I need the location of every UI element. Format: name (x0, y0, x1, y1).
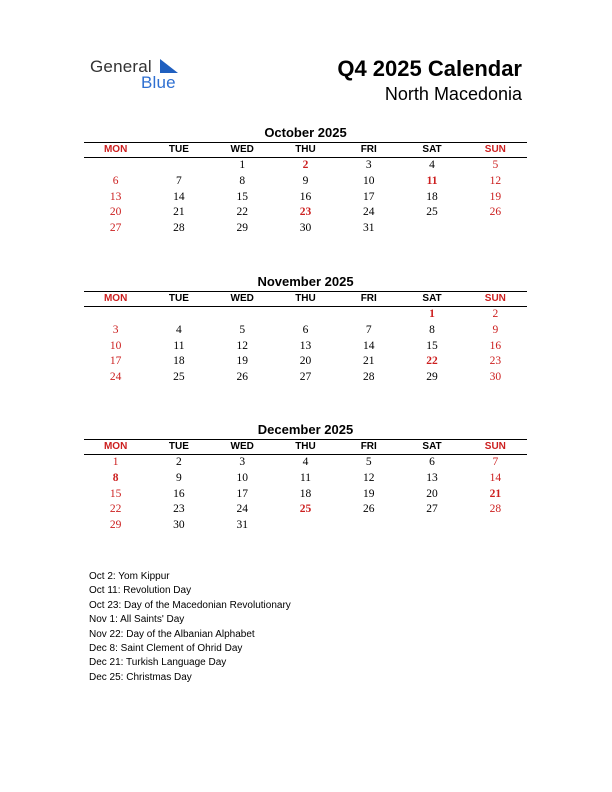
weekday-header: FRI (337, 440, 400, 455)
weekday-header: TUE (147, 143, 210, 158)
day-cell: 29 (426, 371, 438, 384)
weekday-header: FRI (337, 143, 400, 158)
day-cell: 21 (173, 206, 185, 219)
day-cell: 9 (176, 471, 182, 484)
weekday-header: THU (274, 440, 337, 455)
day-cell: 14 (489, 471, 502, 484)
day-cell: 4 (429, 159, 435, 171)
day-cell: 8 (112, 471, 119, 484)
day-cell: 1 (239, 159, 246, 171)
weekday-header-row (84, 292, 527, 307)
week-row (84, 174, 527, 190)
weekday-header: MON (84, 292, 147, 307)
holiday-note: Oct 2: Yom Kippur (89, 571, 170, 582)
day-cell: 3 (365, 159, 372, 171)
week-row (84, 354, 527, 370)
day-cell: 30 (173, 519, 185, 532)
day-cell: 25 (426, 206, 438, 219)
day-cell: 22 (236, 206, 248, 219)
holiday-notes (89, 570, 291, 685)
day-cell: 30 (489, 371, 502, 384)
day-cell: 19 (363, 487, 375, 500)
day-cell: 17 (236, 487, 248, 500)
day-cell: 26 (236, 371, 248, 384)
day-cell: 4 (176, 323, 182, 336)
holiday-note: Nov 1: All Saints' Day (89, 614, 185, 626)
day-cell: 15 (236, 190, 248, 203)
week-row (84, 205, 527, 221)
day-cell: 17 (363, 190, 375, 203)
day-cell: 13 (299, 339, 312, 352)
month-october (84, 124, 527, 237)
day-cell: 25 (173, 371, 185, 384)
day-cell: 18 (426, 190, 438, 203)
day-cell: 13 (109, 190, 122, 203)
day-cell (147, 307, 210, 323)
weekday-header: THU (274, 292, 337, 307)
day-cell: 2 (492, 308, 499, 320)
day-cell (84, 158, 147, 174)
day-cell: 28 (173, 222, 185, 235)
day-cell: 16 (173, 487, 185, 500)
month-november (84, 273, 527, 386)
day-cell: 25 (299, 503, 312, 516)
weekday-header: WED (211, 440, 274, 455)
day-cell (464, 221, 527, 237)
logo-general-text: General (90, 57, 152, 76)
day-cell: 29 (236, 222, 248, 235)
weekday-header: SUN (464, 440, 527, 455)
day-cell: 24 (236, 503, 248, 516)
holiday-note: Dec 21: Turkish Language Day (89, 657, 227, 669)
day-cell (211, 307, 274, 323)
week-row (84, 307, 527, 323)
day-cell: 3 (112, 323, 119, 336)
month-title: November 2025 (257, 274, 354, 289)
week-row (84, 339, 527, 355)
weekday-header: WED (211, 143, 274, 158)
day-cell: 6 (429, 456, 435, 468)
day-cell: 13 (426, 471, 438, 484)
day-cell: 31 (236, 519, 248, 532)
day-cell: 7 (176, 174, 182, 187)
day-cell (274, 518, 337, 534)
day-cell: 27 (109, 222, 122, 235)
day-cell: 27 (426, 503, 438, 516)
day-cell (337, 518, 400, 534)
day-cell: 16 (489, 339, 502, 352)
generalblue-logo (90, 57, 190, 93)
day-cell: 9 (302, 174, 309, 187)
day-cell: 17 (109, 355, 122, 368)
day-cell: 30 (299, 222, 312, 235)
day-cell: 2 (176, 456, 182, 468)
day-cell: 19 (236, 355, 248, 368)
day-cell: 15 (109, 487, 122, 500)
week-row (84, 502, 527, 518)
day-cell: 10 (363, 174, 375, 187)
day-cell: 5 (239, 323, 246, 336)
day-cell (337, 307, 400, 323)
day-cell: 8 (239, 174, 246, 187)
day-cell: 14 (363, 339, 375, 352)
day-cell (274, 307, 337, 323)
day-cell: 4 (302, 456, 309, 468)
weekday-header: THU (274, 143, 337, 158)
day-cell: 24 (109, 371, 122, 384)
holiday-note: Oct 11: Revolution Day (89, 585, 192, 597)
day-cell: 11 (173, 339, 185, 352)
weekday-header: TUE (147, 292, 210, 307)
weekday-header: WED (211, 292, 274, 307)
day-cell: 22 (426, 355, 438, 368)
day-cell: 28 (489, 503, 502, 516)
day-cell: 6 (112, 174, 119, 187)
month-december (84, 421, 527, 534)
month-title: October 2025 (264, 125, 347, 140)
day-cell (400, 221, 463, 237)
holiday-note: Nov 22: Day of the Albanian Alphabet (89, 628, 255, 640)
day-cell (84, 307, 147, 323)
day-cell: 3 (239, 456, 246, 468)
holiday-note: Dec 8: Saint Clement of Ohrid Day (89, 642, 243, 654)
day-cell: 10 (236, 471, 248, 484)
day-cell: 5 (365, 456, 372, 468)
day-cell: 24 (363, 206, 375, 219)
day-cell: 11 (299, 471, 312, 484)
weekday-header-row (84, 143, 527, 158)
page-title: Q4 2025 Calendar (337, 56, 522, 81)
day-cell: 2 (302, 159, 309, 171)
weekday-header: SAT (400, 440, 463, 455)
day-cell: 1 (112, 456, 119, 468)
day-cell: 15 (426, 339, 438, 352)
day-cell: 19 (489, 190, 502, 203)
logo-flag-icon (160, 59, 178, 73)
month-title: December 2025 (257, 422, 354, 437)
logo-blue-text: Blue (141, 73, 176, 92)
week-row (84, 518, 527, 534)
day-cell: 6 (302, 323, 309, 336)
page-subtitle: North Macedonia (384, 84, 522, 104)
day-cell: 22 (109, 503, 122, 516)
calendar-grid (84, 439, 527, 534)
day-cell: 7 (492, 456, 499, 468)
day-cell: 23 (489, 355, 502, 368)
weekday-header: SAT (400, 292, 463, 307)
week-row (84, 455, 527, 471)
day-cell: 12 (363, 471, 375, 484)
weekday-header-row (84, 440, 527, 455)
day-cell: 10 (109, 339, 122, 352)
day-cell: 27 (299, 371, 312, 384)
week-row (84, 323, 527, 339)
day-cell (400, 518, 463, 534)
day-cell: 20 (299, 355, 312, 368)
day-cell: 8 (429, 323, 435, 336)
day-cell: 7 (365, 323, 372, 336)
day-cell: 23 (299, 206, 312, 219)
day-cell: 28 (363, 371, 375, 384)
weekday-header: MON (84, 143, 147, 158)
week-row (84, 471, 527, 487)
day-cell (147, 158, 210, 174)
day-cell: 26 (489, 206, 502, 219)
day-cell: 12 (489, 174, 502, 187)
day-cell: 20 (426, 487, 438, 500)
weekday-header: TUE (147, 440, 210, 455)
day-cell: 23 (173, 503, 185, 516)
day-cell: 1 (429, 308, 435, 320)
day-cell: 14 (173, 190, 185, 203)
day-cell: 26 (363, 503, 375, 516)
calendar-grid (84, 142, 527, 237)
day-cell (464, 518, 527, 534)
day-cell: 5 (492, 159, 499, 171)
day-cell: 21 (363, 355, 375, 368)
day-cell: 31 (363, 222, 375, 235)
weekday-header: FRI (337, 292, 400, 307)
week-row (84, 487, 527, 503)
weekday-header: SUN (464, 143, 527, 158)
day-cell: 16 (299, 190, 312, 203)
week-row (84, 370, 527, 386)
day-cell: 9 (492, 323, 499, 336)
week-row (84, 190, 527, 206)
day-cell: 20 (109, 206, 122, 219)
day-cell: 12 (236, 339, 248, 352)
week-row (84, 158, 527, 174)
day-cell: 11 (426, 174, 438, 187)
holiday-note: Dec 25: Christmas Day (89, 671, 192, 683)
weekday-header: SAT (400, 143, 463, 158)
holiday-note: Oct 23: Day of the Macedonian Revolutionary (89, 599, 291, 611)
calendar-grid (84, 291, 527, 386)
day-cell: 21 (489, 487, 502, 500)
week-row (84, 221, 527, 237)
day-cell: 18 (173, 355, 185, 368)
day-cell: 29 (109, 519, 122, 532)
day-cell: 18 (299, 487, 312, 500)
weekday-header: MON (84, 440, 147, 455)
weekday-header: SUN (464, 292, 527, 307)
